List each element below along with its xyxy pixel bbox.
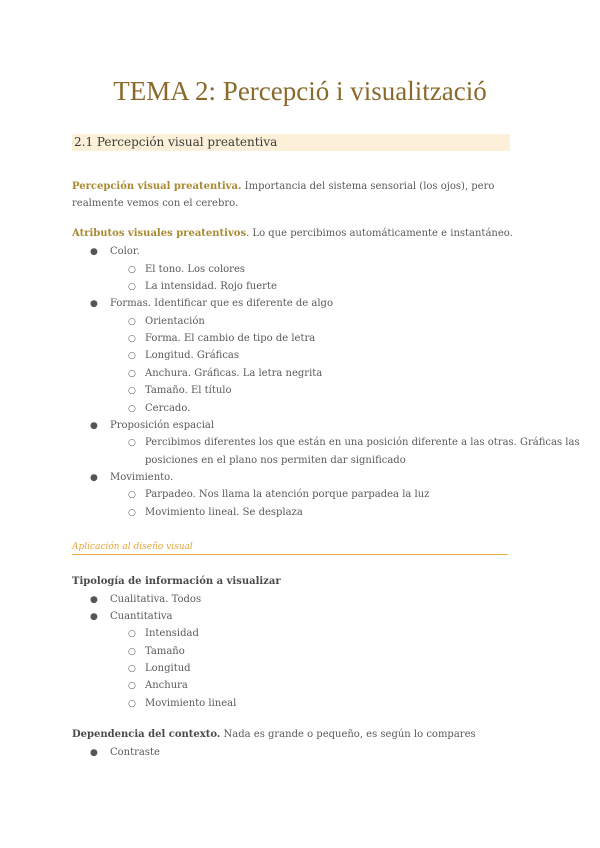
bullet-icon: ● (90, 247, 98, 257)
list-item: Color. (110, 246, 140, 257)
list-item: Intensidad (145, 628, 199, 639)
list-item: Cuantitativa (110, 611, 173, 622)
bullet-open-icon: ○ (128, 681, 136, 691)
bullet-open-icon: ○ (128, 490, 136, 500)
tipologia-heading: Tipología de información a visualizar (72, 576, 281, 587)
list-item: Tamaño (145, 646, 185, 657)
bullet-icon: ● (90, 473, 98, 483)
bullet-open-icon: ○ (128, 647, 136, 657)
list-item: Proposición espacial (110, 420, 215, 431)
intro-bold: Percepción visual preatentiva. (72, 181, 242, 192)
list-item: Movimiento lineal (145, 698, 237, 709)
list-item: Forma. El cambio de tipo de letra (145, 333, 316, 344)
bullet-icon: ● (90, 421, 98, 431)
bullet-open-icon: ○ (128, 334, 136, 344)
bullet-open-icon: ○ (128, 438, 136, 448)
list-item: Formas. Identificar que es diferente de algo (110, 298, 333, 309)
page-title: TEMA 2: Percepció i visualització (113, 76, 487, 106)
bullet-open-icon: ○ (128, 351, 136, 361)
dependencia-text: Nada es grande o pequeño, es según lo compares (220, 729, 476, 740)
list-item: La intensidad. Rojo fuerte (145, 281, 277, 292)
bullet-icon: ● (90, 612, 98, 622)
list-item: Percibimos diferentes los que están en una posición diferente a las otras. Gráficas las (145, 437, 580, 448)
list-item: posiciones en el plano nos permiten dar significado (145, 455, 406, 466)
bullet-open-icon: ○ (128, 386, 136, 396)
intro-text: Importancia del sistema sensorial (los ojos), pero realmente vemos con el cerebro. (72, 181, 495, 209)
dependencia-bold: Dependencia del contexto. (72, 729, 221, 740)
list-item: Contraste (110, 747, 160, 758)
list-item: Orientación (145, 316, 205, 327)
list-item: Anchura (145, 680, 188, 691)
list-item: Anchura. Gráficas. La letra negrita (145, 368, 323, 379)
list-item: Longitud (145, 663, 191, 674)
bullet-open-icon: ○ (128, 282, 136, 292)
bullet-icon: ● (90, 748, 98, 758)
list-item: Cercado. (145, 403, 191, 414)
bullet-open-icon: ○ (128, 508, 136, 518)
bullet-icon: ● (90, 299, 98, 309)
dependencia-paragraph (72, 729, 476, 741)
attrs-bold: Atributos visuales preatentivos (72, 228, 247, 239)
attrs-paragraph (72, 228, 513, 240)
list-item: Parpadeo. Nos llama la atención porque parpadea la luz (145, 489, 430, 500)
bullet-open-icon: ○ (128, 629, 136, 639)
link-heading[interactable]: Aplicación al diseño visual (72, 541, 508, 555)
list-item: Cualitativa. Todos (110, 594, 202, 605)
list-item: El tono. Los colores (145, 264, 245, 275)
bullet-open-icon: ○ (128, 664, 136, 674)
bullet-open-icon: ○ (128, 265, 136, 275)
list-item: Movimiento lineal. Se desplaza (145, 507, 303, 518)
bullet-icon: ● (90, 595, 98, 605)
list-item: Tamaño. El título (145, 385, 232, 396)
bullet-open-icon: ○ (128, 317, 136, 327)
bullet-open-icon: ○ (128, 404, 136, 414)
bullet-open-icon: ○ (128, 699, 136, 709)
bullet-open-icon: ○ (128, 369, 136, 379)
list-item: Longitud. Gráficas (145, 350, 240, 361)
list-item: Movimiento. (110, 472, 174, 483)
attrs-text: . Lo que percibimos automáticamente e instantáneo. (246, 228, 513, 239)
section-heading: 2.1 Percepción visual preatentiva (72, 134, 510, 151)
intro-paragraph (72, 178, 522, 212)
